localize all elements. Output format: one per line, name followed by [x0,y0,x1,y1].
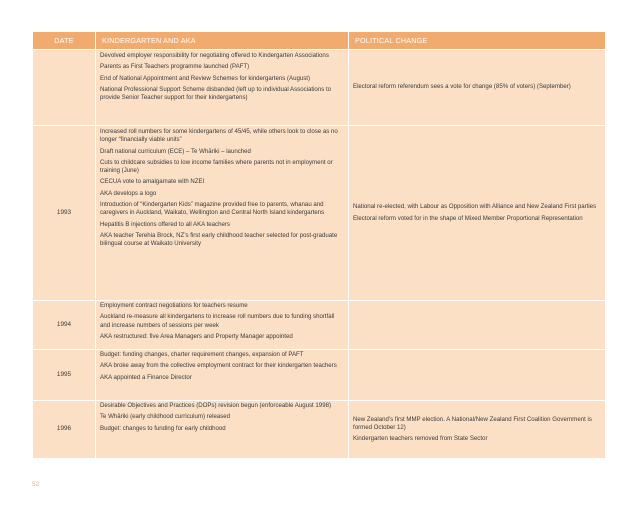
row-kindergarten-events [96,401,349,459]
row-political-events [349,401,606,459]
event-item: Introduction of “Kindergarten Kids” magazine provided free to parents, whanau and caregivers in Auckland, Waikato, Wellington and Central North Island kindergartens [100,201,325,217]
page-number: 52 [32,481,40,488]
event-item: CECUA vote to amalgamate with NZEI [100,178,205,186]
political-item: Kindergarten teachers removed from State Sector [353,435,488,443]
table-row [33,350,606,401]
row-kindergarten-events [96,301,349,350]
event-item: Te Whāriki (early childhood curriculum) released [100,413,231,421]
event-item: Draft national curriculum (ECE) – Te Whāriki – launched [100,147,251,155]
event-item: AKA restructured: five Area Managers and Property Manager appointed [100,332,293,340]
header-date: DATE [33,32,96,50]
header-political: POLITICAL CHANGE [349,32,606,50]
event-item: Parents as First Teachers programme launched (PAFT) [100,63,250,71]
political-item: National re-elected, with Labour as Opposition with Alliance and New Zealand First parties [353,203,597,211]
table-row [33,126,606,301]
row-kindergarten-events [96,50,349,126]
event-item: Devolved employer responsibility for negotiating offered to Kindergarten Associations [100,52,329,59]
row-kindergarten-events [96,126,349,301]
event-item: Hepatitis B injections offered to all AKA teachers [100,220,230,228]
row-political-events [349,350,606,401]
event-item: Cuts to childcare subsidies to low income families where parents not in employment or training (June) [100,158,333,175]
row-political-events [349,301,606,350]
row-date: 1996 [33,401,96,459]
event-item: AKA appointed a Finance Director [100,373,192,381]
event-item: Auckland re-measure all kindergartens to increase roll numbers due to funding shortfall and increase numbers of sessions per week [100,313,335,329]
row-political-events [349,50,606,126]
timeline-table [32,31,606,459]
event-item: Desirable Objectives and Practices (DOPs) revision begun (enforceable August 1998) [100,402,332,409]
event-item: Increased roll numbers for some kindergartens of 45/45, while others look to close as no longer “financially viable units” [100,128,338,144]
table-header [33,32,606,50]
table-row [33,301,606,350]
row-date: 1995 [33,350,96,401]
political-item: Electoral reform voted for in the shape of Mixed Member Proportional Representation [353,214,583,222]
event-item: National Professional Support Scheme disbanded (left up to individual Associations to provide Senior Teacher support for their kindergartens) [100,85,332,102]
row-kindergarten-events [96,350,349,401]
event-item: AKA broke away from the collective employment contract for their kindergarten teachers [100,362,337,370]
event-item: End of National Appointment and Review Schemes for kindergartens (August) [100,74,311,82]
table-row [33,401,606,459]
political-item: Electoral reform referendum sees a vote for change (85% of voters) (September) [353,83,571,91]
event-item: AKA teacher Terehia Brock, NZ’s first early childhood teacher selected for post-graduate bilingual course at Waikato University [100,231,338,248]
row-date: 1994 [33,301,96,350]
row-date [33,50,96,126]
row-date: 1993 [33,126,96,301]
event-item: Employment contract negotiations for teachers resume [100,302,248,309]
event-item: Budget: changes to funding for early childhood [100,424,226,432]
row-political-events [349,126,606,301]
political-item: New Zealand’s first MMP election. A National/New Zealand First Coalition Government is formed October 12) [353,415,592,431]
table-body [33,50,606,459]
header-kindergarten: KINDERGARTEN AND AKA [96,32,349,50]
event-item: AKA develops a logo [100,189,157,197]
event-item: Budget: funding changes, charter requirement changes, expansion of PAFT [100,351,304,358]
table-row [33,50,606,126]
header-row [33,32,606,50]
